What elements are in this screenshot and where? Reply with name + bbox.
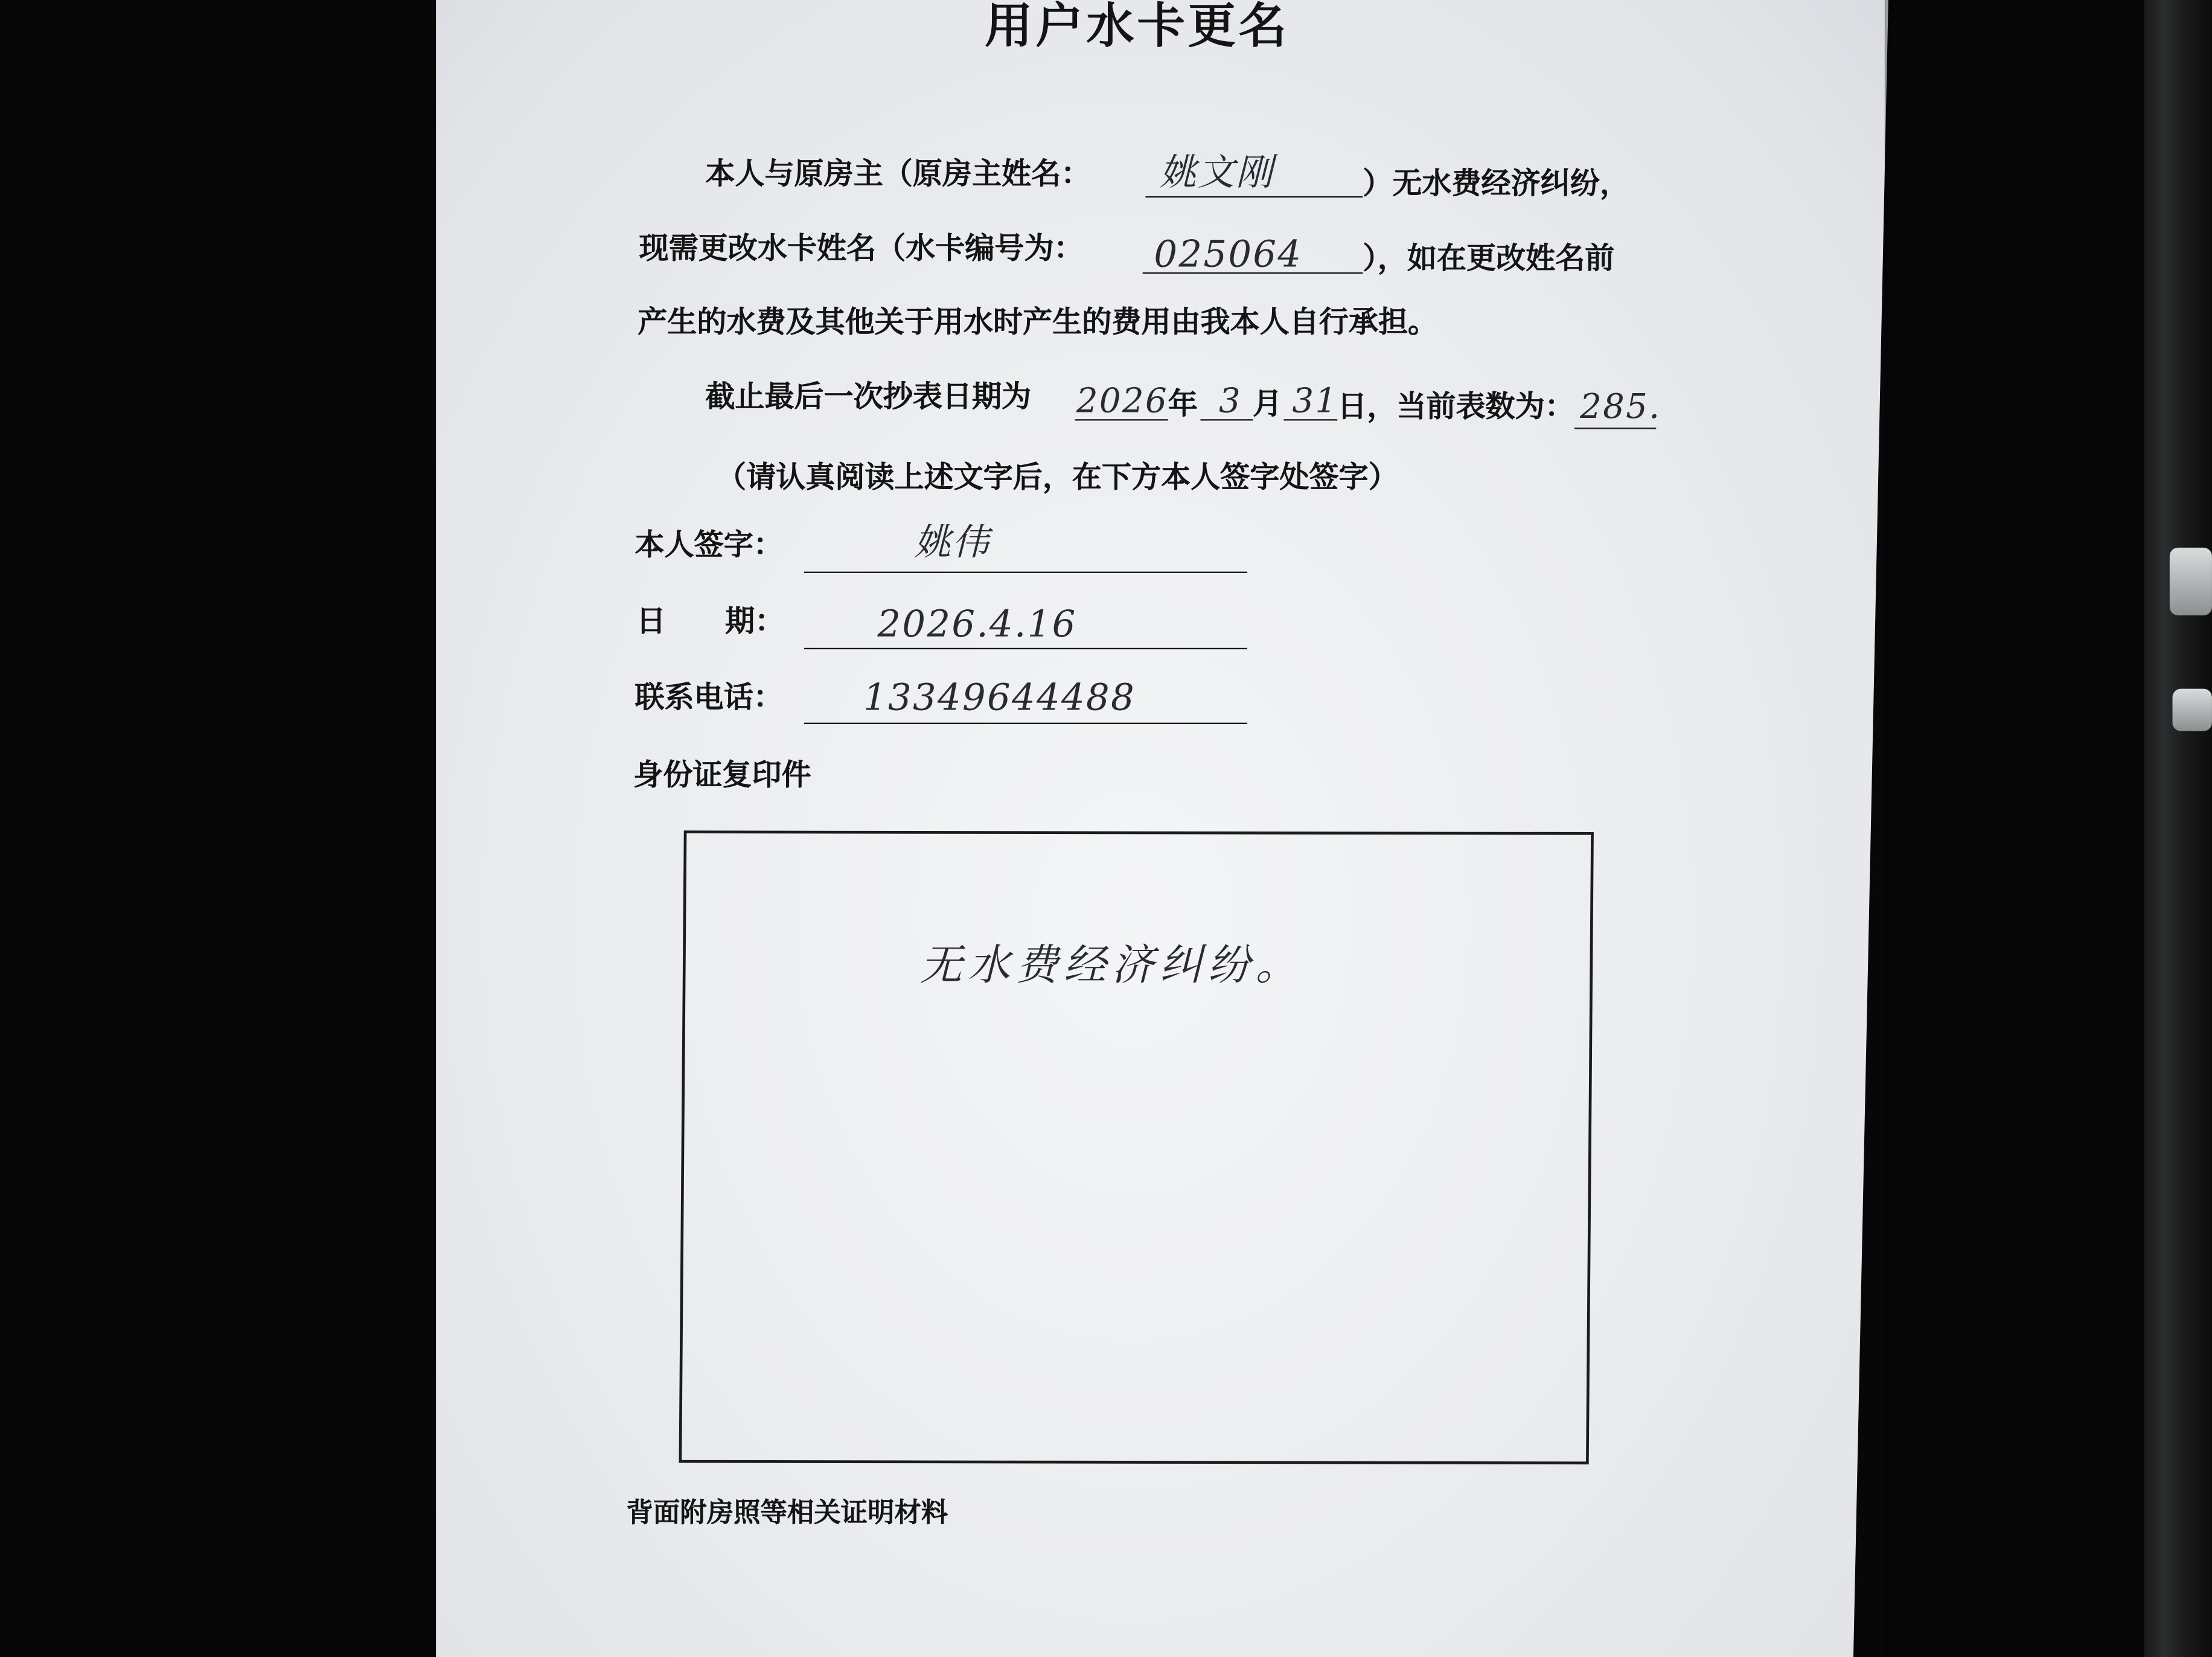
owner-name-underline xyxy=(1145,196,1363,197)
phone-label: 联系电话： xyxy=(635,680,783,714)
card-number-underline xyxy=(1143,272,1363,274)
handwritten-reading-year: 2026 xyxy=(1076,381,1168,421)
para1-suffix: ）无水费经济纠纷， xyxy=(1363,166,1629,200)
footer-note: 背面附房照等相关证明材料 xyxy=(626,1497,948,1529)
background-object xyxy=(2144,0,2212,1657)
paper-edge-shadow xyxy=(1885,0,1896,1657)
handwritten-meter-reading: 285. xyxy=(1580,386,1661,426)
para3: 产生的水费及其他关于用水时产生的费用由我本人自行承担。 xyxy=(638,304,1438,339)
form-title: 用户水卡更名 xyxy=(985,0,1290,56)
para2-suffix: ），如在更改姓名前 xyxy=(1363,241,1615,275)
handwritten-reading-day: 31 xyxy=(1292,381,1338,421)
year-unit: 年 xyxy=(1168,386,1198,421)
handwritten-box-note: 无水费经济纠纷。 xyxy=(919,941,1304,991)
date-label: 日 期： xyxy=(636,604,785,638)
date-underline xyxy=(804,648,1247,649)
id-copy-label: 身份证复印件 xyxy=(633,758,811,792)
handwritten-original-owner-name: 姚文刚 xyxy=(1159,152,1274,195)
month-underline xyxy=(1201,419,1253,420)
para2-prefix: 现需更改水卡姓名（水卡编号为： xyxy=(639,231,1084,266)
handwritten-signature: 姚伟 xyxy=(914,522,991,565)
signing-instruction: （请认真阅读上述文字后，在下方本人签字处签字） xyxy=(717,460,1398,495)
day-underline xyxy=(1283,419,1337,420)
para1-prefix: 本人与原房主（原房主姓名： xyxy=(705,156,1091,191)
background-knob xyxy=(2170,548,2212,615)
signature-underline xyxy=(804,572,1247,573)
handwritten-date: 2026.4.16 xyxy=(877,604,1077,647)
id-copy-box xyxy=(679,830,1594,1464)
phone-underline xyxy=(804,723,1247,724)
meter-reading-underline xyxy=(1574,428,1657,429)
day-unit: 日，当前表数为： xyxy=(1337,389,1574,424)
handwritten-reading-month: 3 xyxy=(1218,381,1242,421)
para4-prefix: 截止最后一次抄表日期为 xyxy=(705,379,1032,414)
year-underline xyxy=(1075,419,1168,420)
handwritten-card-number: 025064 xyxy=(1154,234,1303,277)
signature-label: 本人签字： xyxy=(635,528,783,562)
handwritten-phone: 13349644488 xyxy=(863,677,1136,720)
background-knob xyxy=(2173,689,2212,731)
month-unit: 月 xyxy=(1252,386,1283,421)
